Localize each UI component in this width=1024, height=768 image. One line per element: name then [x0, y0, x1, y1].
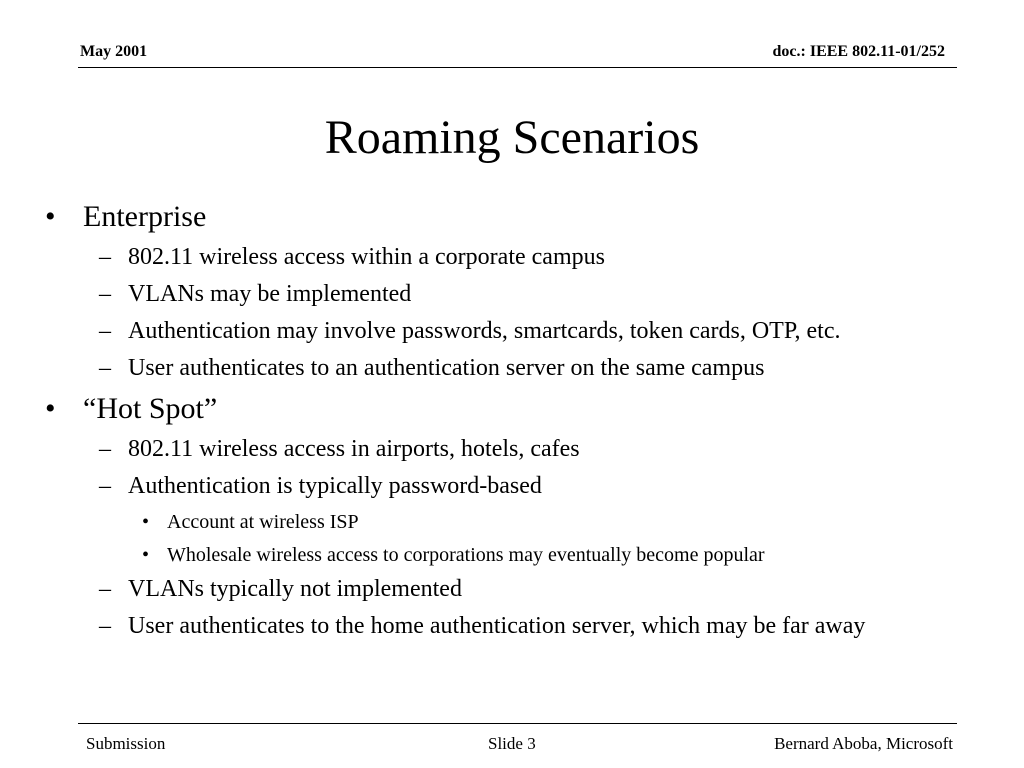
sub-bullet [40, 242, 960, 273]
dash-icon: – [99, 281, 111, 307]
header-doc-id: doc.: IEEE 802.11-01/252 [772, 43, 945, 60]
sub-bullet-text: 802.11 wireless access in airports, hotels, cafes [128, 436, 580, 462]
sub-bullet [40, 353, 960, 384]
sub-sub-bullet [40, 509, 960, 535]
dash-icon: – [99, 613, 111, 639]
header-date: May 2001 [80, 43, 148, 60]
dash-icon: – [99, 244, 111, 270]
sub-bullet-text: User authenticates to the home authentication server, which may be far away [128, 613, 866, 639]
sub-bullet-text: Authentication may involve passwords, smartcards, token cards, OTP, etc. [128, 318, 841, 344]
sub-bullet-text: VLANs may be implemented [128, 281, 412, 307]
sub-sub-bullet-text: Account at wireless ISP [167, 511, 359, 533]
bullet-label: “Hot Spot” [83, 392, 218, 425]
slide-title: Roaming Scenarios [324, 111, 700, 164]
sub-bullet-text: VLANs typically not implemented [128, 576, 462, 602]
bullet-dot-icon: • [45, 200, 56, 233]
footer-slide-number: Slide 3 [488, 734, 536, 753]
sub-bullet [40, 434, 960, 465]
sub-bullet-text: User authenticates to an authentication server on the same campus [128, 355, 765, 381]
sub-bullet [40, 471, 960, 502]
dash-icon: – [99, 318, 111, 344]
dash-icon: – [99, 355, 111, 381]
bullet-dot-icon: • [142, 511, 150, 533]
dash-icon: – [99, 576, 111, 602]
bullet-dot-icon: • [142, 544, 150, 566]
bullet-hot-spot [40, 390, 960, 428]
sub-sub-bullet [40, 542, 960, 568]
sub-bullet [40, 316, 960, 347]
sub-sub-bullet-text: Wholesale wireless access to corporations may eventually become popular [167, 544, 765, 566]
header-rule [78, 67, 957, 68]
dash-icon: – [99, 436, 111, 462]
slide-body [40, 192, 960, 642]
sub-bullet [40, 279, 960, 310]
bullet-label: Enterprise [83, 200, 207, 233]
sub-bullet [40, 611, 960, 642]
footer-author: Bernard Aboba, Microsoft [774, 734, 953, 753]
footer-submission: Submission [86, 734, 166, 753]
dash-icon: – [99, 473, 111, 499]
footer-rule [78, 723, 957, 724]
bullet-enterprise [40, 198, 960, 236]
sub-bullet-text: 802.11 wireless access within a corporate campus [128, 244, 605, 270]
bullet-dot-icon: • [45, 392, 56, 425]
sub-bullet-text: Authentication is typically password-based [128, 473, 542, 499]
sub-bullet [40, 574, 960, 605]
